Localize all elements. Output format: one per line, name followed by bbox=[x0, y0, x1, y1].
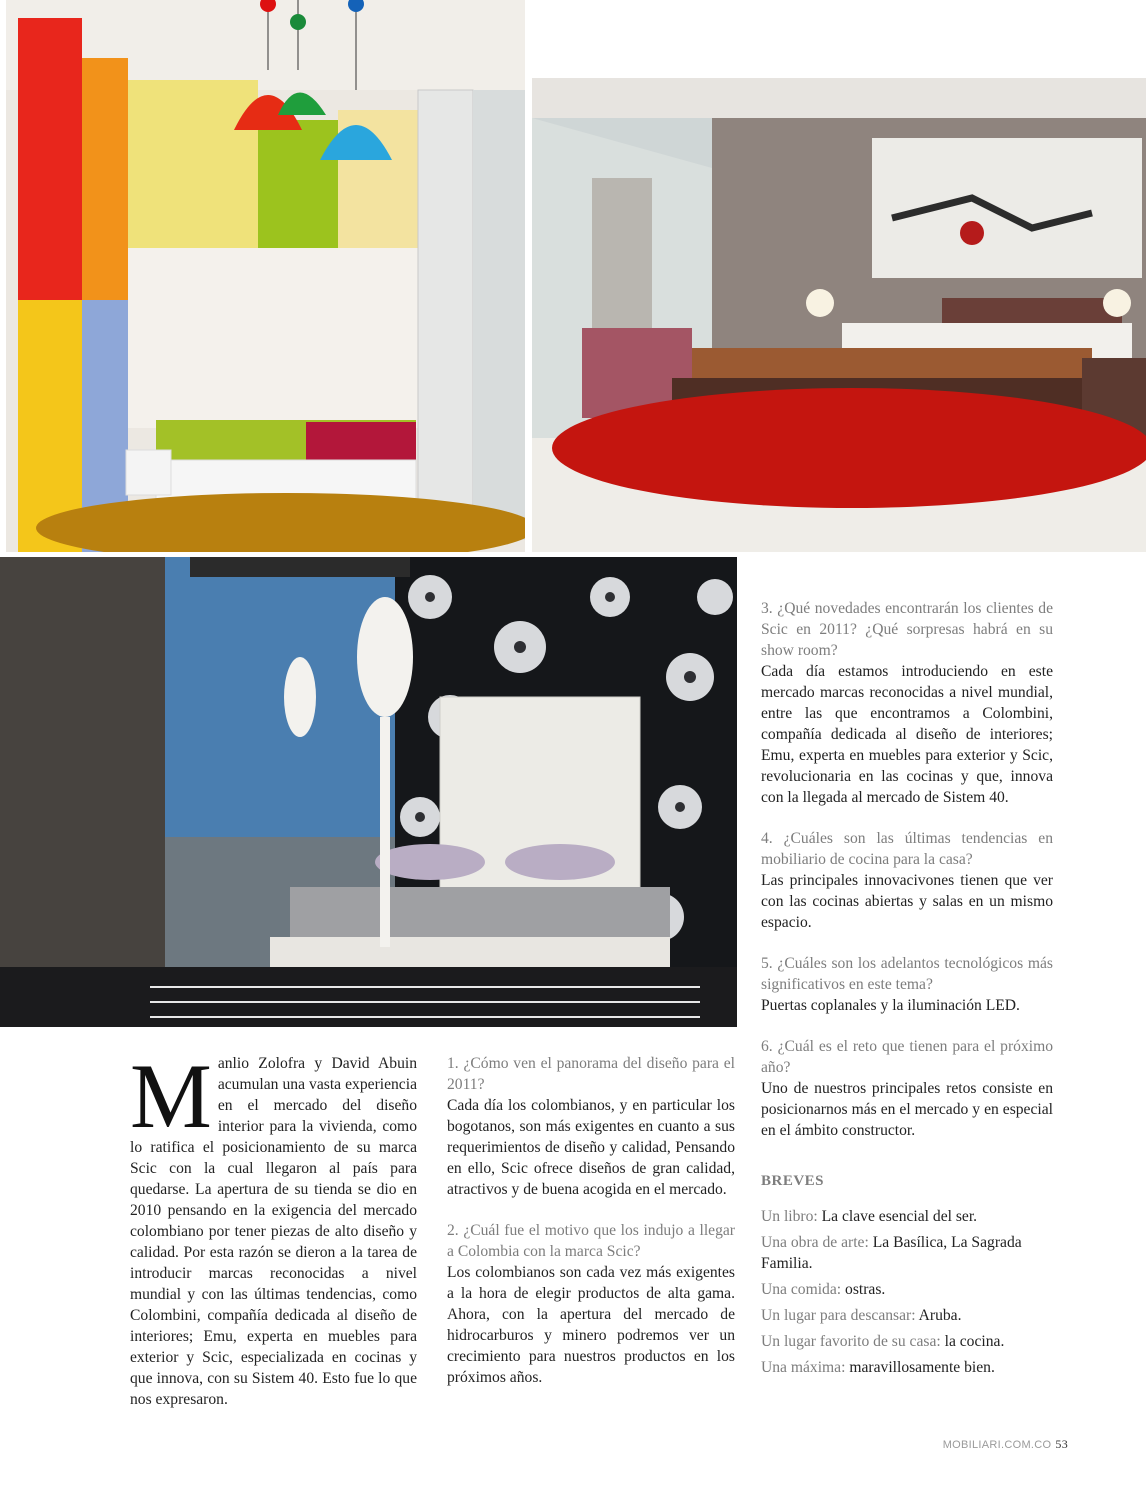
breve-key: Un libro: bbox=[761, 1208, 818, 1225]
footer-site: MOBILIARI.COM.CO bbox=[942, 1439, 1052, 1451]
intro-paragraph bbox=[130, 1045, 417, 1410]
qa-column-middle bbox=[447, 1053, 735, 1408]
breve-value: ostras. bbox=[845, 1281, 886, 1298]
page-number: 53 bbox=[1055, 1437, 1068, 1451]
breve-value: la cocina. bbox=[944, 1333, 1005, 1350]
breve-key: Un lugar para descansar: bbox=[761, 1307, 916, 1324]
breve-value: Aruba. bbox=[918, 1307, 962, 1324]
floral-bedroom-photo bbox=[0, 557, 737, 1027]
page-footer bbox=[943, 1437, 1068, 1452]
breve-key: Un lugar favorito de su casa: bbox=[761, 1333, 941, 1350]
breve-item bbox=[761, 1232, 1053, 1274]
breve-item bbox=[761, 1331, 1053, 1352]
intro-text: anlio Zolofra y David Abuin acumulan una vasta experiencia en el mercado del diseño interior para la vivienda, como lo ratifica el posicionamiento de su marca Scic con la cual llegaron al país para quedarse. La apertura de su tienda se dio en 2010 pensando en la exigencia del mercado colombiano por tener piezas de alto diseño y calidad. Por esta razón se dieron a la tarea de introducir marcas reconocidas a nivel mundial y con las últimas tendencias, como Colombini, compañía dedicada al diseño de interiores; Emu, experta en muebles para exterior y Scic, especializada en cocinas y que innova, con su Sistem 40. Esto fue lo que nos expresaron. bbox=[130, 1055, 417, 1408]
question-6: 6. ¿Cuál es el reto que tienen para el próximo año? bbox=[761, 1038, 1053, 1076]
breves-heading: BREVES bbox=[761, 1173, 825, 1189]
answer-2: Los colombianos son cada vez más exigentes a la hora de elegir productos de alta gama. Ahora, con la apertura del mercado de hidrocarburos y minero podremos ver un crecimiento para nuestros productos en los próximos años. bbox=[447, 1264, 735, 1386]
breve-key: Una máxima: bbox=[761, 1359, 846, 1376]
breve-value: La clave esencial del ser. bbox=[821, 1208, 978, 1225]
breve-value: La Basílica, La Sagrada Familia. bbox=[761, 1234, 1022, 1272]
answer-4: Las principales innovacivones tienen que ver con las cocinas abiertas y salas en un mismo espacio. bbox=[761, 872, 1053, 931]
question-4: 4. ¿Cuáles son las últimas tendencias en mobiliario de cocina para la casa? bbox=[761, 830, 1053, 868]
question-1: 1. ¿Cómo ven el panorama del diseño para el 2011? bbox=[447, 1055, 735, 1093]
question-2: 2. ¿Cuál fue el motivo que los indujo a llegar a Colombia con la marca Scic? bbox=[447, 1222, 735, 1260]
gray-bedroom-photo bbox=[532, 78, 1146, 552]
answer-3: Cada día estamos introduciendo en este mercado marcas reconocidas a nivel mundial, entre las que encontramos a Colombini, compañía dedicada al diseño de interiores; Emu, experta en muebles para exterior y Scic, revolucionaria en las cocinas y que, innova con la llegada al mercado de Sistem 40. bbox=[761, 663, 1053, 806]
breve-item bbox=[761, 1357, 1053, 1378]
answer-1: Cada día los colombianos, y en particular los bogotanos, son más exigentes en cuanto a sus requerimientos de diseño y calidad, Pensando en ello, Scic ofrece diseños de gran calidad, atractivos y de buena acogida en el mercado. bbox=[447, 1097, 735, 1198]
breve-item bbox=[761, 1305, 1053, 1326]
breve-item bbox=[761, 1206, 1053, 1227]
intro-column bbox=[130, 1045, 417, 1410]
breve-key: Una obra de arte: bbox=[761, 1234, 869, 1251]
breve-item bbox=[761, 1279, 1053, 1300]
breve-key: Una comida: bbox=[761, 1281, 842, 1298]
drop-cap: M bbox=[130, 1045, 212, 1147]
question-3: 3. ¿Qué novedades encontrarán los clientes de Scic en 2011? ¿Qué sorpresas habrá en su show room? bbox=[761, 600, 1053, 659]
qa-column-right bbox=[761, 598, 1053, 1383]
breve-value: maravillosamente bien. bbox=[849, 1359, 995, 1376]
kids-bedroom-photo bbox=[6, 0, 525, 552]
answer-5: Puertas coplanales y la iluminación LED. bbox=[761, 997, 1020, 1014]
answer-6: Uno de nuestros principales retos consiste en posicionarnos más en el mercado y en especial en el ámbito constructor. bbox=[761, 1080, 1053, 1139]
question-5: 5. ¿Cuáles son los adelantos tecnológicos más significativos en este tema? bbox=[761, 955, 1053, 993]
